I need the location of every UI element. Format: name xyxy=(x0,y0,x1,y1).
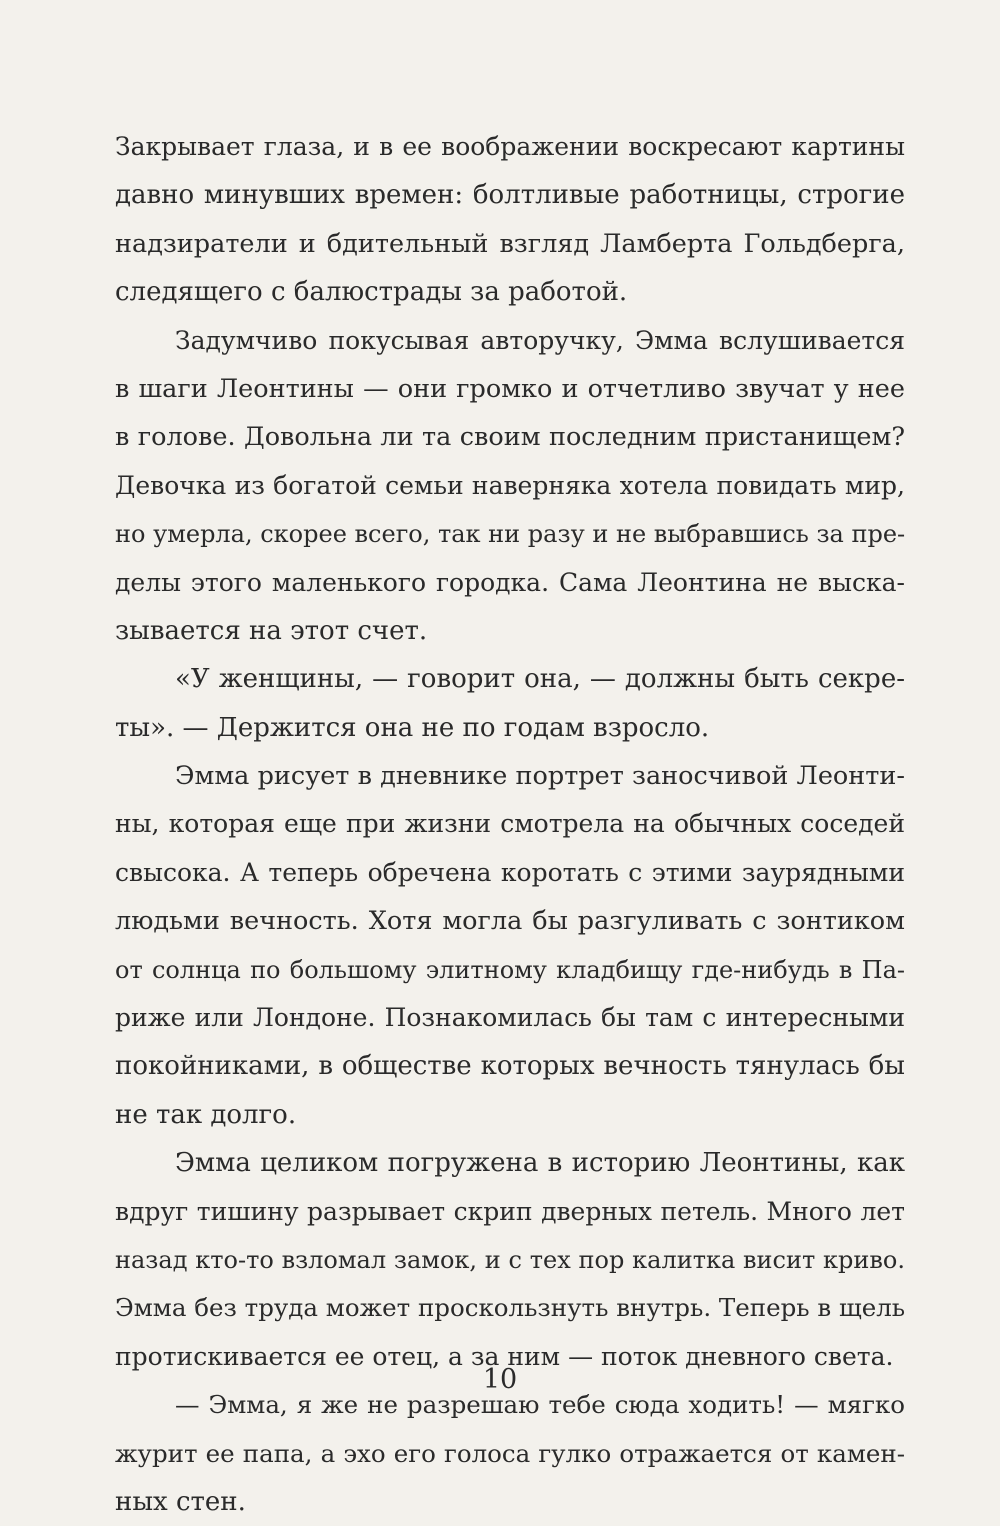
paragraph xyxy=(115,1381,905,1526)
text-line: Задумчиво покусывая авторучку, Эмма вслушивается xyxy=(175,325,905,355)
text-line: вдруг тишину разрывает скрип дверных петель. Много лет xyxy=(115,1196,905,1226)
text-line: Эмма рисует в дневнике портрет заносчивой Леонти- xyxy=(175,761,905,792)
text-line: «У женщины, — говорит она, — должны быть секре- xyxy=(175,664,905,695)
text-line: — Эмма, я же не разрешаю тебе сюда ходить! — мягко xyxy=(175,1390,905,1420)
text-line: ны, которая еще при жизни смотрела на обычных соседей xyxy=(115,809,905,839)
text-line: не так долго. xyxy=(115,1099,297,1130)
text-line: зывается на этот счет. xyxy=(115,615,428,646)
text-line: свысока. А теперь обречена коротать с этими заурядными xyxy=(115,857,905,887)
text-line: протискивается ее отец, а за ним — поток дневного света. xyxy=(115,1341,894,1371)
paragraph xyxy=(115,655,905,752)
text-line: журит ее папа, а эхо его голоса гулко отражается от камен- xyxy=(115,1438,905,1468)
text-line: Девочка из богатой семьи наверняка хотела повидать мир, xyxy=(115,470,905,500)
text-line: назад кто-то взломал замок, и с тех пор калитка висит криво. xyxy=(115,1245,905,1274)
paragraph xyxy=(115,1139,905,1381)
text-line: людьми вечность. Хотя могла бы разгуливать с зонтиком xyxy=(115,906,905,937)
text-line: ты». — Держится она не по годам взросло. xyxy=(115,712,710,743)
text-line: в голове. Довольна ли та своим последним пристанищем? xyxy=(115,422,905,453)
paragraph xyxy=(115,317,905,656)
text-line: риже или Лондоне. Познакомилась бы там с интересными xyxy=(115,1003,905,1033)
paragraph xyxy=(115,123,905,317)
text-line: ных стен. xyxy=(115,1486,246,1517)
text-line: покойниками, в обществе которых вечность тянулась бы xyxy=(115,1051,905,1082)
text-line: делы этого маленького городка. Сама Леонтина не выска- xyxy=(115,567,905,597)
text-line: Эмма целиком погружена в историю Леонтины, как xyxy=(175,1148,905,1179)
text-line: давно минувших времен: болтливые работницы, строгие xyxy=(115,180,905,211)
text-line: надзиратели и бдительный взгляд Ламберта Гольдберга, xyxy=(115,228,905,259)
text-line: Эмма без труда может проскользнуть внутрь. Теперь в щель xyxy=(115,1293,906,1323)
paragraph xyxy=(115,752,905,1139)
text-line: от солнца по большому элитному кладбищу где-нибудь в Па- xyxy=(115,955,905,984)
text-line: следящего с балюстрады за работой. xyxy=(115,277,628,308)
text-line: Закрывает глаза, и в ее воображении воскресают картины xyxy=(115,132,905,161)
text-line: в шаги Леонтины — они громко и отчетливо звучат у нее xyxy=(115,373,905,404)
body-text xyxy=(115,123,905,1526)
text-line: но умерла, скорее всего, так ни разу и не выбравшись за пре- xyxy=(115,520,906,549)
page-number: 10 xyxy=(482,1364,518,1395)
